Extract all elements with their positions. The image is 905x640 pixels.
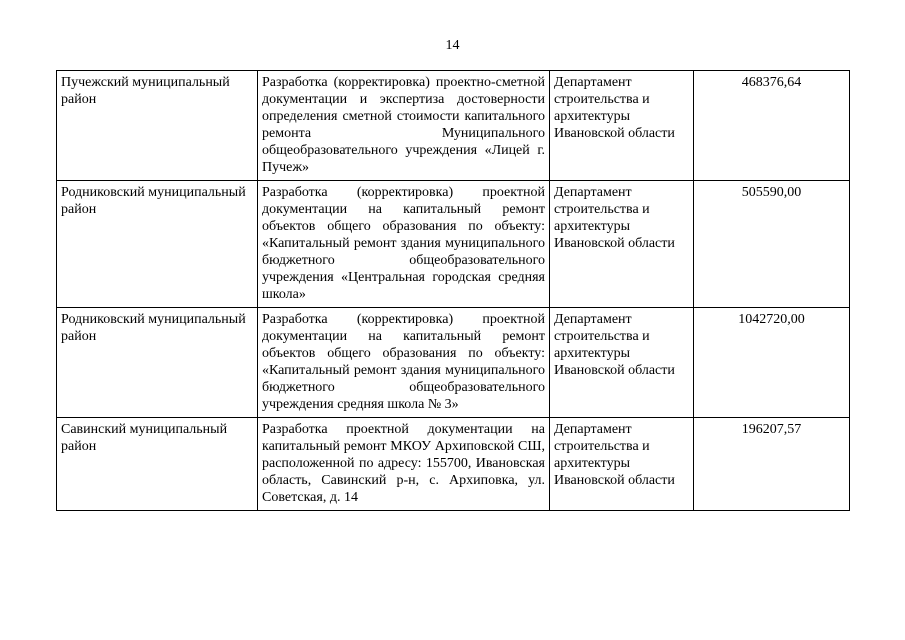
department-cell: Департамент строительства и архитектуры Ивановской области bbox=[550, 418, 694, 511]
table-row bbox=[57, 308, 850, 418]
project-cell: Разработка (корректировка) проектной документации на капитальный ремонт объектов общего образования по объекту: «Капитальный ремонт здания муниципального бюджетного общеобразовательного учреждения «Центральная городская средняя школа» bbox=[258, 181, 550, 308]
table-row bbox=[57, 181, 850, 308]
budget-table bbox=[56, 70, 850, 511]
department-cell: Департамент строительства и архитектуры Ивановской области bbox=[550, 181, 694, 308]
amount-cell: 468376,64 bbox=[694, 71, 850, 181]
district-cell: Савинский муниципальный район bbox=[57, 418, 258, 511]
project-cell: Разработка (корректировка) проектной документации на капитальный ремонт объектов общего образования по объекту: «Капитальный ремонт здания муниципального бюджетного общеобразовательного учреждения средняя школа № 3» bbox=[258, 308, 550, 418]
table-row bbox=[57, 418, 850, 511]
amount-cell: 505590,00 bbox=[694, 181, 850, 308]
amount-cell: 196207,57 bbox=[694, 418, 850, 511]
district-cell: Пучежский муниципальный район bbox=[57, 71, 258, 181]
project-cell: Разработка проектной документации на капитальный ремонт МКОУ Архиповской СШ, расположенной по адресу: 155700, Ивановская область, Савинский р-н, с. Архиповка, ул. Советская, д. 14 bbox=[258, 418, 550, 511]
table-row bbox=[57, 71, 850, 181]
district-cell: Родниковский муниципальный район bbox=[57, 181, 258, 308]
project-cell: Разработка (корректировка) проектно-сметной документации и экспертиза достоверности определения сметной стоимости капитального ремонта Муниципального общеобразовательного учреждения «Лицей г. Пучеж» bbox=[258, 71, 550, 181]
department-cell: Департамент строительства и архитектуры Ивановской области bbox=[550, 71, 694, 181]
page-number: 14 bbox=[445, 38, 460, 53]
amount-cell: 1042720,00 bbox=[694, 308, 850, 418]
department-cell: Департамент строительства и архитектуры Ивановской области bbox=[550, 308, 694, 418]
district-cell: Родниковский муниципальный район bbox=[57, 308, 258, 418]
